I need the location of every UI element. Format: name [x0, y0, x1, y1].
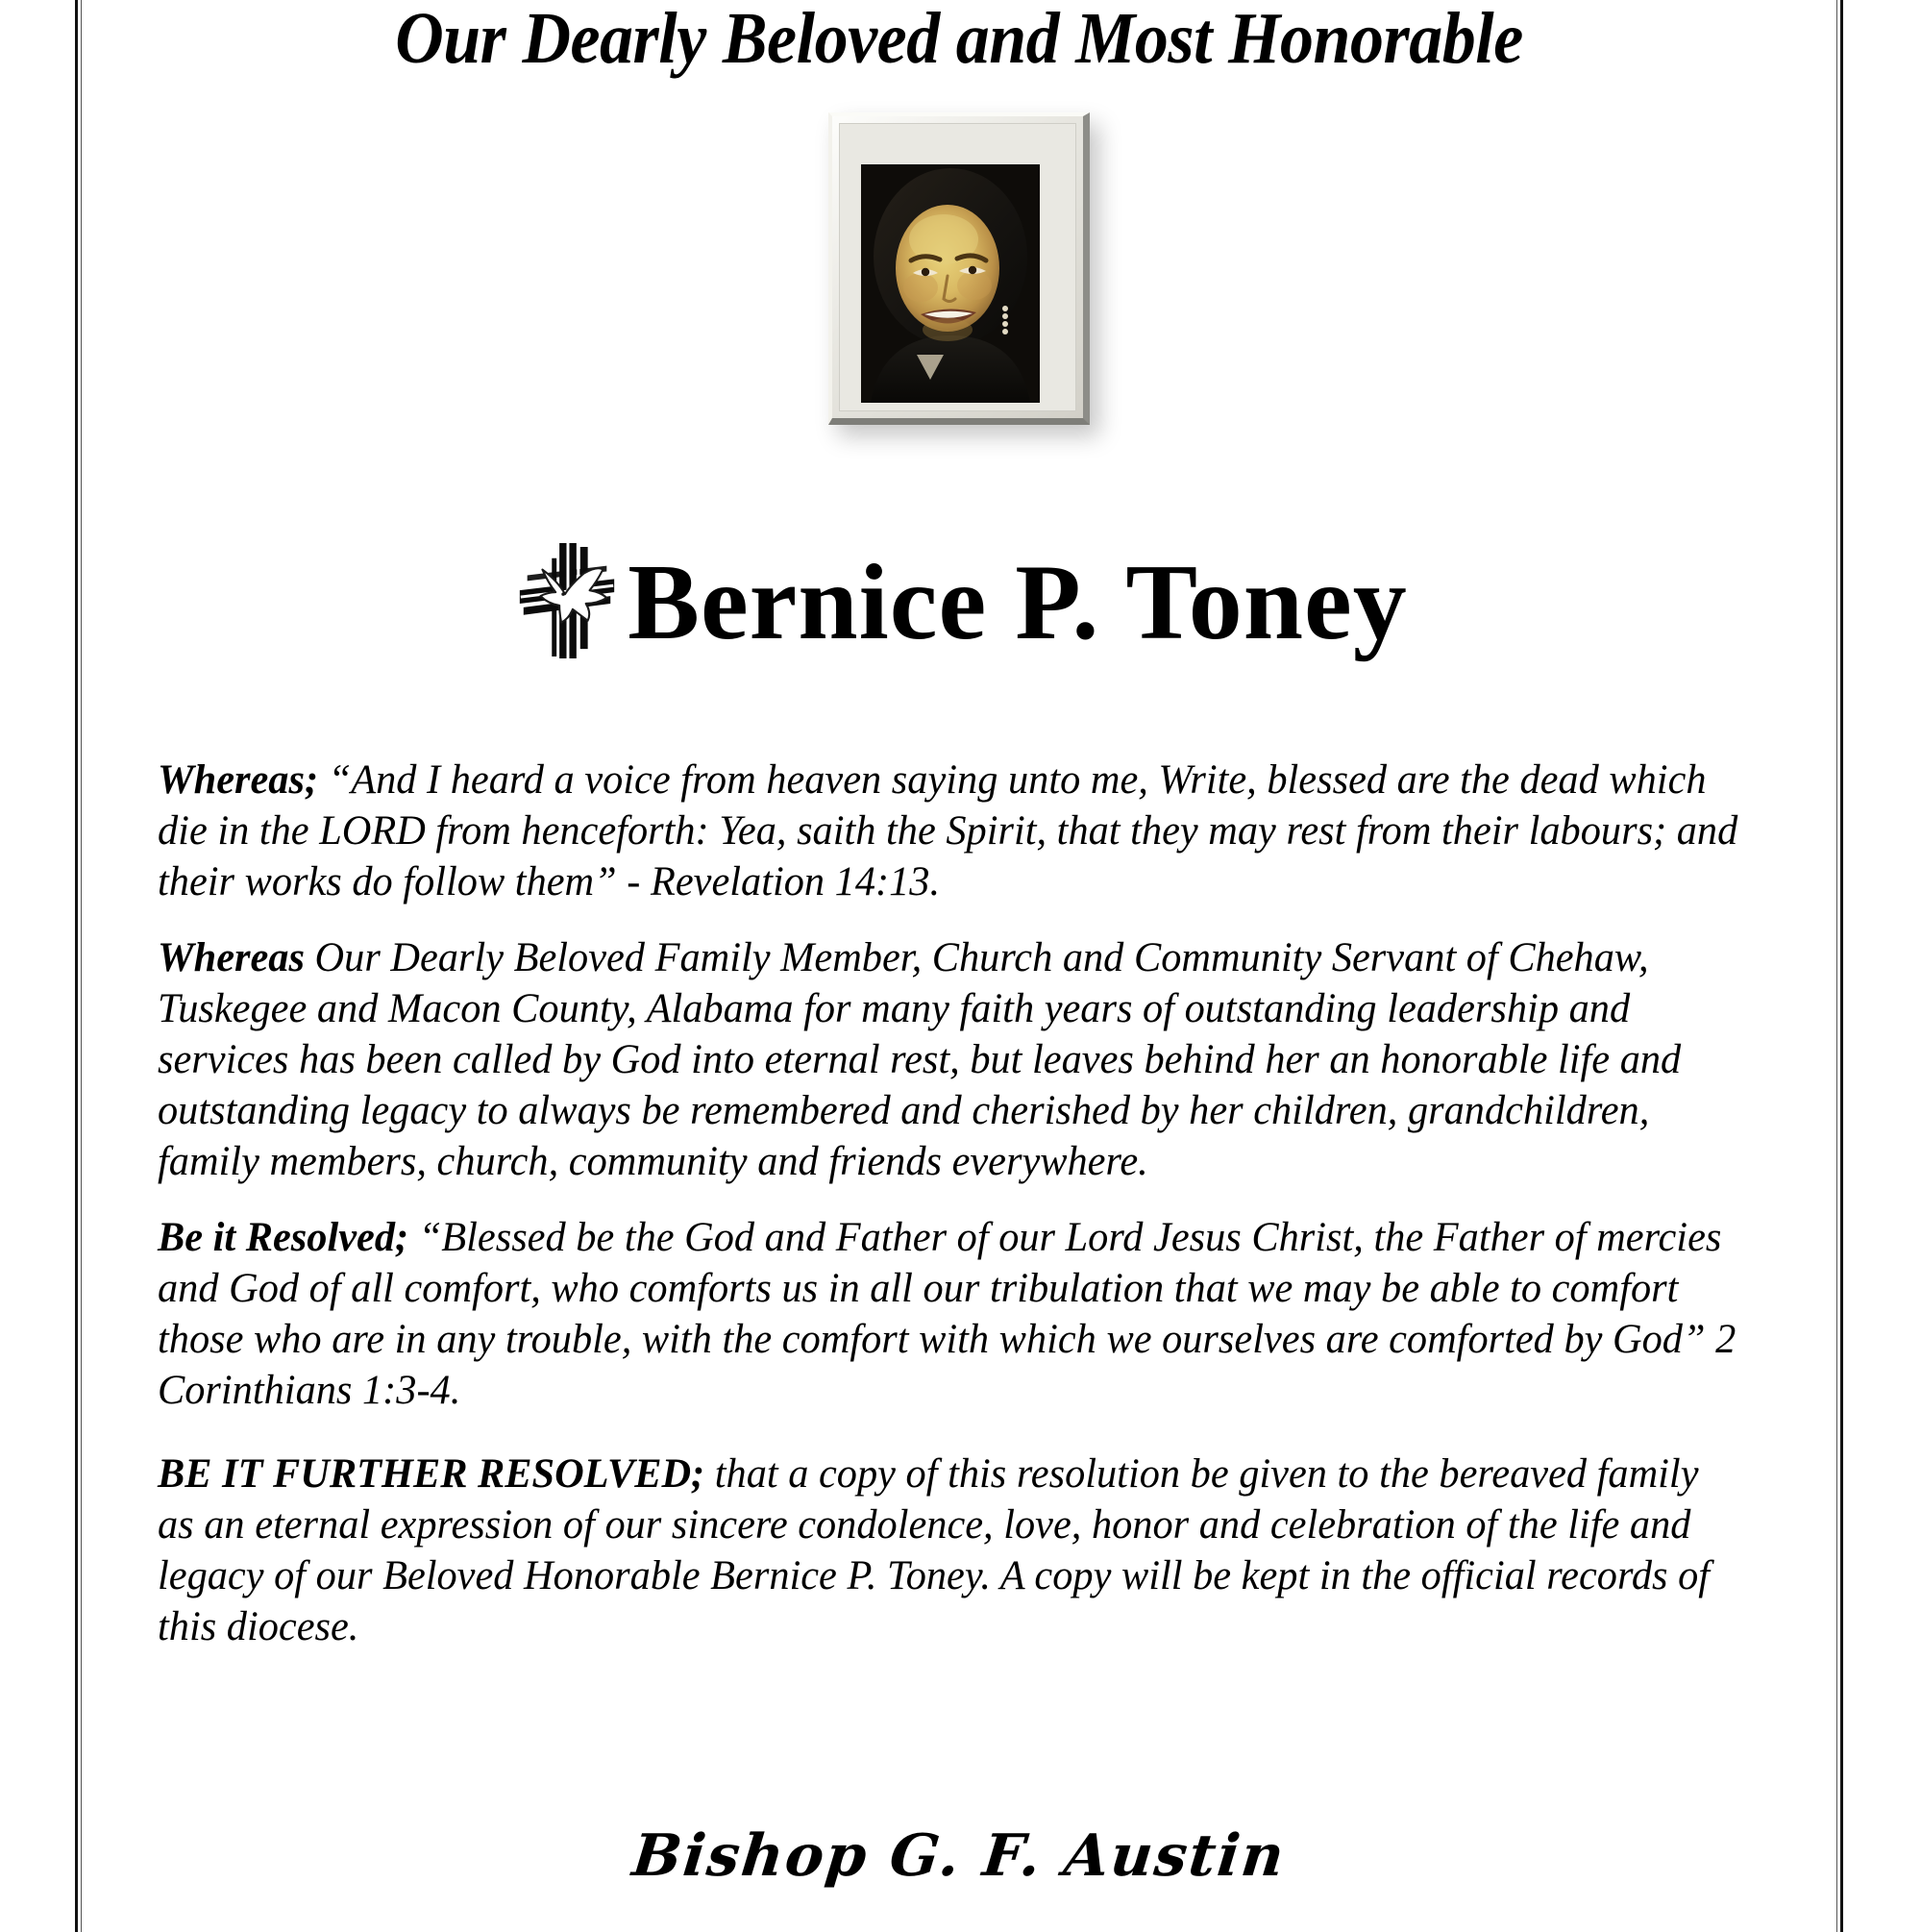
paragraph-text: Our Dearly Beloved Family Member, Church and Community Servant of Chehaw, Tuskegee and Macon County, Alabama for many faith years of outstanding leadership and services has been called by God into eternal rest, but leaves behind her an honorable life and outstanding legacy to always be remembered and cherished by her children, grandchildren, family members, church, community and friends everywhere. — [158, 935, 1682, 1184]
paragraph-text: that a copy of this resolution be given to the bereaved family as an eternal expression of our sincere condolence, love, honor and celebration of the life and legacy of our Beloved Honorable Bernice P. Toney. A copy will be kept in the official records of this diocese. — [158, 1451, 1711, 1649]
paragraph-lead: Be it Resolved; — [158, 1215, 409, 1260]
paragraph-be-it-further-resolved — [158, 1449, 1740, 1652]
paragraph-be-it-resolved — [158, 1212, 1740, 1416]
portrait-photo-image — [861, 164, 1040, 403]
signature-line: Bishop G. F. Austin — [628, 1822, 1290, 1890]
cross-with-dove-icon — [510, 537, 624, 664]
paragraph-whereas-scripture — [158, 755, 1740, 907]
deceased-name-row — [81, 540, 1837, 665]
paragraph-text: “And I heard a voice from heaven saying unto me, Write, blessed are the dead which die in the LORD from henceforth: Yea, saith the Spirit, that they may rest from their labours; and their works do follow them” - Revelation 14:13. — [158, 757, 1738, 904]
deceased-name: Bernice P. Toney — [628, 543, 1408, 662]
memorial-resolution-page — [81, 0, 1837, 1922]
paragraph-text: “Blessed be the God and Father of our Lord Jesus Christ, the Father of mercies and God of all comfort, who comforts us in all our tribulation that we may be able to comfort those who are in any trouble, with the comfort with which we ourselves are comforted by God” 2 Corinthians 1:3-4. — [158, 1215, 1736, 1413]
portrait-frame — [828, 112, 1090, 425]
paragraph-whereas-tribute — [158, 932, 1740, 1187]
paragraph-lead: Whereas; — [158, 757, 319, 803]
page-title: Our Dearly Beloved and Most Honorable — [395, 0, 1523, 79]
paragraph-lead: BE IT FURTHER RESOLVED; — [158, 1451, 705, 1497]
resolution-body — [158, 755, 1764, 1677]
paragraph-lead: Whereas — [158, 935, 305, 980]
